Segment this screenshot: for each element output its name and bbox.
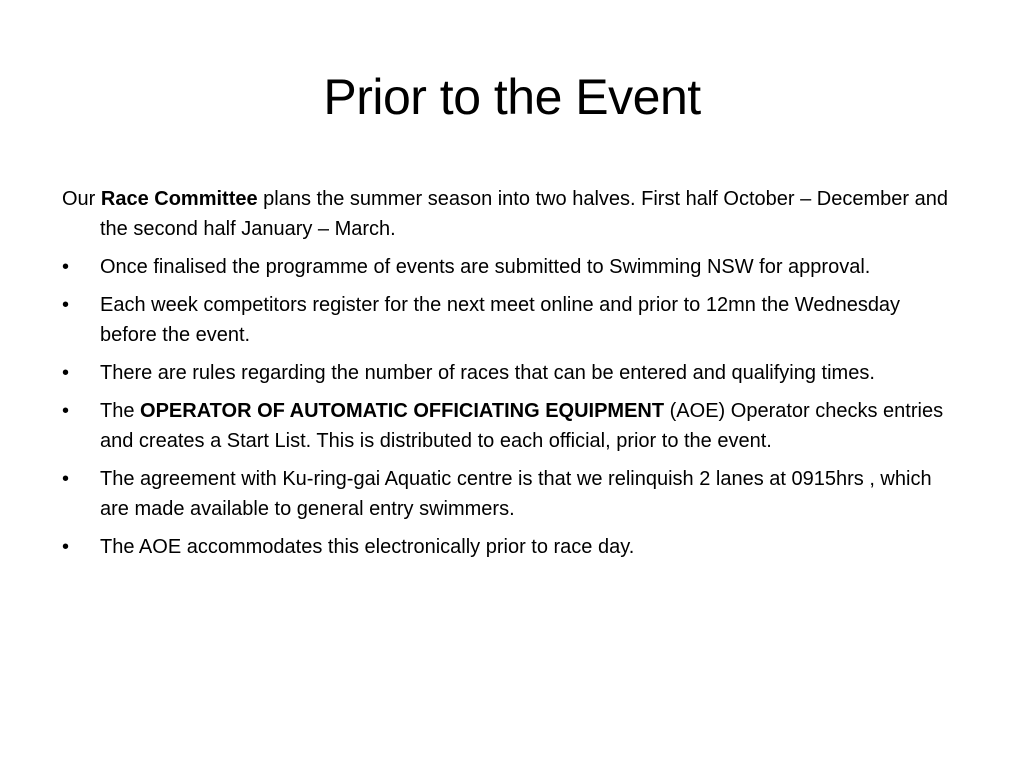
bullet-item: [62, 358, 962, 388]
intro-post: plans the summer season into two halves. First half October – December and the second half January – March.: [100, 188, 948, 240]
bullet-item: [62, 290, 962, 350]
bullet-text: The agreement with Ku-ring-gai Aquatic centre is that we relinquish 2 lanes at 0915hrs , which are made available to general entry swimmers.: [100, 468, 932, 520]
bullet-dot-icon: •: [62, 294, 70, 316]
bullet-item: [62, 464, 962, 524]
bullet-dot-icon: •: [62, 256, 70, 278]
bullet-dot-icon: •: [62, 536, 70, 558]
aoe-pre: The: [100, 400, 141, 422]
bullet-dot-icon: •: [62, 468, 70, 490]
bullet-text: Each week competitors register for the next meet online and prior to 12mn the Wednesday before the event.: [100, 294, 901, 346]
bullet-item: [62, 532, 962, 562]
bullet-dot-icon: •: [62, 400, 70, 422]
intro-pre: Our: [62, 188, 101, 210]
bullet-item-aoe: [62, 396, 962, 456]
aoe-post: (AOE) Operator checks entries and creates a Start List. This is distributed to each official, prior to the event.: [100, 400, 944, 452]
race-committee-term: Race Committee: [100, 188, 258, 210]
aoe-term: OPERATOR OF AUTOMATIC OFFICIATING EQUIPMENT: [140, 400, 665, 422]
bullet-text: The AOE accommodates this electronically prior to race day.: [100, 536, 635, 558]
slide-body: [62, 184, 962, 570]
bullet-text: Once finalised the programme of events are submitted to Swimming NSW for approval.: [100, 256, 871, 278]
bullet-item: [62, 252, 962, 282]
intro-paragraph: [62, 184, 962, 244]
bullet-text: There are rules regarding the number of races that can be entered and qualifying times.: [100, 362, 875, 384]
bullet-dot-icon: •: [62, 362, 70, 384]
slide-title: Prior to the Event: [323, 69, 701, 125]
